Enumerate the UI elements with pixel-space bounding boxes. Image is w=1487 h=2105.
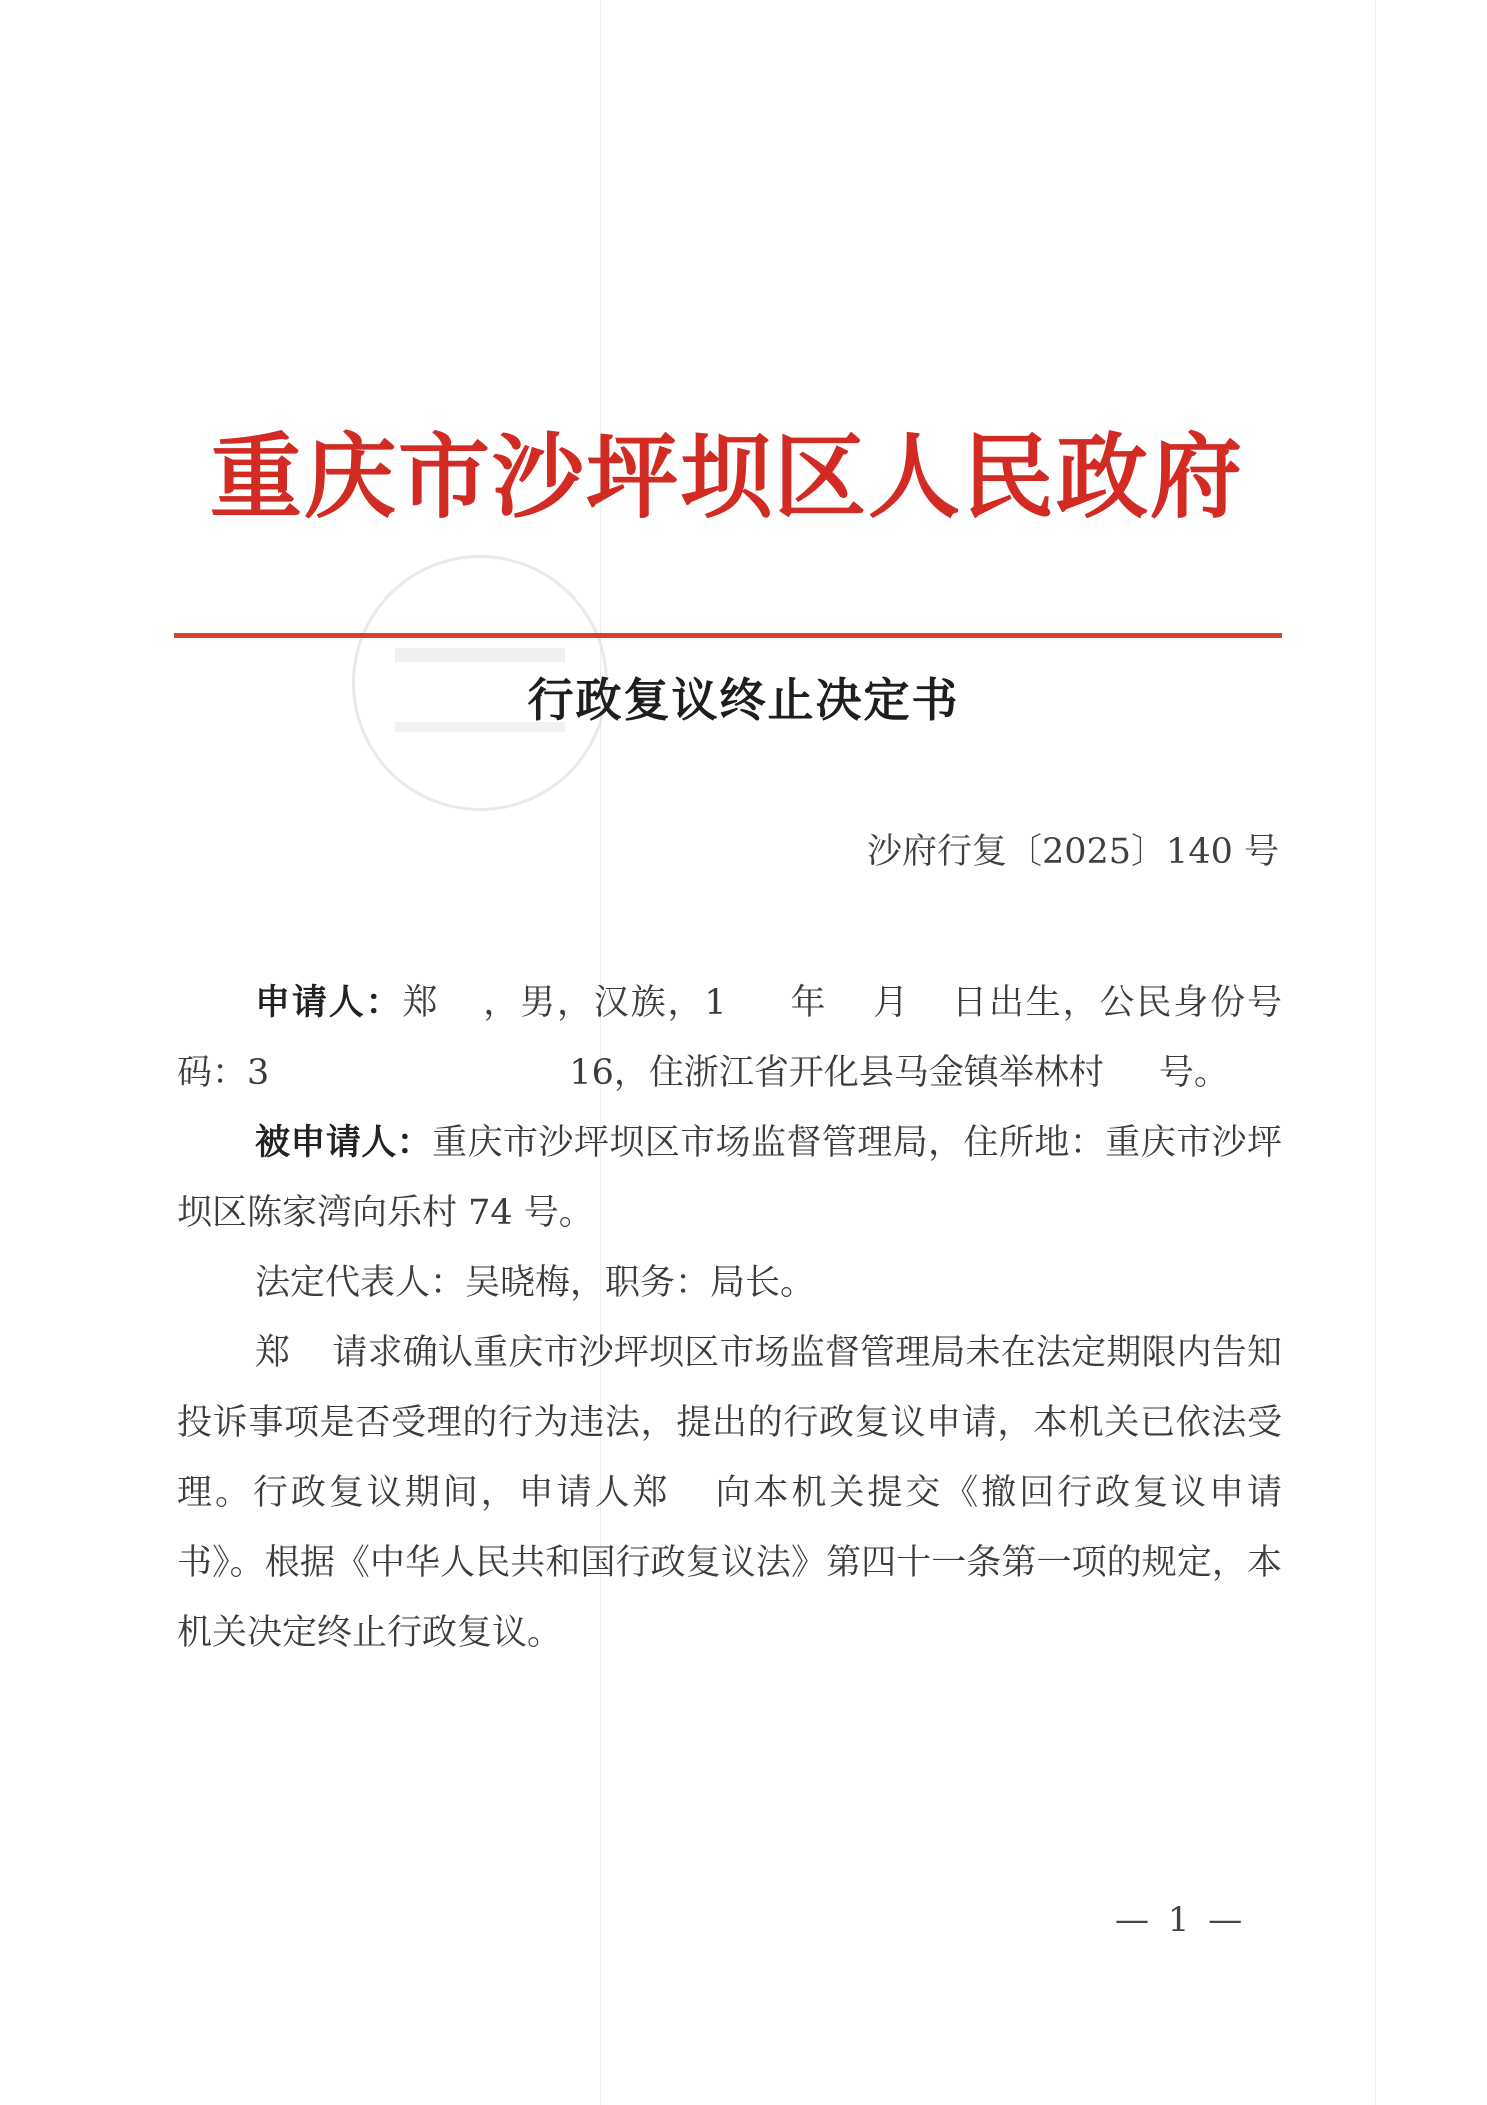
- applicant-sex-ethnic: ，男，汉族，: [481, 983, 705, 1023]
- applicant-birth-id-phrase: 日出生，公民身份号码：: [177, 983, 1282, 1093]
- redaction-block: [827, 985, 871, 1025]
- respondent-text: 重庆市沙坪坝区市场监督管理局，住所地：重庆市沙坪坝区陈家湾向乐村 74 号。: [177, 1123, 1282, 1233]
- redaction-block: [1104, 1055, 1159, 1095]
- applicant-month-word: 月: [871, 983, 911, 1023]
- red-divider-line: [174, 633, 1282, 638]
- applicant-id-suffix: 16: [569, 1053, 614, 1093]
- applicant-year-word: 年: [788, 983, 828, 1023]
- page-number: — 1 —: [1115, 1900, 1247, 1940]
- applicant-label: 申请人：: [255, 983, 403, 1023]
- document-title: 行政复议终止决定书: [527, 673, 960, 727]
- applicant-address-suffix: 号。: [1158, 1053, 1229, 1093]
- document-body: [177, 968, 1282, 1668]
- document-number: 沙府行复〔2025〕140 号: [866, 832, 1279, 872]
- redaction-block: [910, 985, 950, 1025]
- redaction-block: [671, 1475, 713, 1515]
- decision-text-part2: 向本机关提交《撤回行政复议申请书》。根据《中华人民共和国行政复议法》第四十一条第一项的规定，本机关决定终止行政复议。: [177, 1473, 1282, 1653]
- applicant-birth-prefix: 1: [704, 983, 727, 1023]
- applicant-name: 郑: [402, 983, 440, 1023]
- legal-representative-paragraph: 法定代表人：吴晓梅，职务：局长。: [255, 1263, 816, 1303]
- decision-text-part1: 请求确认重庆市沙坪坝区市场监督管理局未在法定期限内告知投诉事项是否受理的行为违法，提出的行政复议申请，本机关已依法受理。行政复议期间，申请人郑: [177, 1333, 1282, 1513]
- respondent-label: 被申请人：: [255, 1123, 433, 1163]
- decision-paragraph: [177, 1318, 1282, 1668]
- scan-fold-line: [1375, 0, 1376, 2105]
- redaction-block: [269, 1055, 569, 1095]
- issuing-authority-header: 重庆市沙坪坝区人民政府: [210, 424, 1245, 531]
- applicant-paragraph: [177, 968, 1282, 1108]
- decision-applicant-name: 郑: [255, 1333, 291, 1373]
- redaction-block: [439, 985, 481, 1025]
- redaction-block: [727, 985, 789, 1025]
- respondent-paragraph: [177, 1108, 1282, 1248]
- redaction-block: [290, 1335, 332, 1375]
- applicant-address: ，住浙江省开化县马金镇举林村: [613, 1053, 1104, 1093]
- applicant-id-prefix: 3: [247, 1053, 270, 1093]
